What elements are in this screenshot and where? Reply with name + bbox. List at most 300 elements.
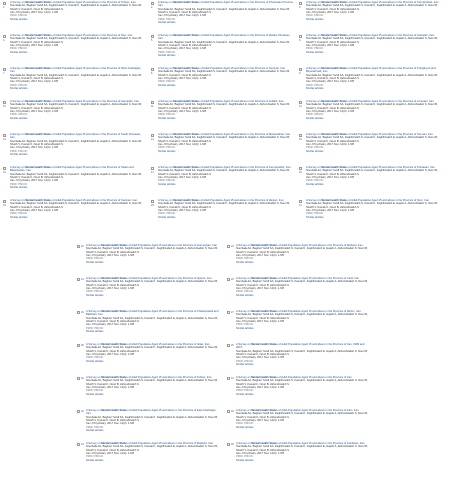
select-checkbox[interactable]: [3, 2, 6, 5]
result-item: [225, 244, 375, 274]
similar-articles-link[interactable]: Similar articles: [10, 87, 28, 91]
result-ids: PMID: PMCID:: [306, 212, 324, 216]
result-item: [3, 67, 151, 97]
result-item: [225, 310, 375, 340]
result-citation: Iran J Psychiatry. 2017 Nov; 12(4): 1-5/8: [306, 110, 355, 114]
result-item: [151, 67, 299, 97]
result-ids: PMID: PMCID:: [158, 50, 176, 54]
similar-articles-link[interactable]: Similar articles: [10, 17, 28, 21]
result-authors: Noorbala AA, Bagheri Yazdi SA, Faghihzadeh S, Kamali K, Faghihzadeh E, Hajebi A, Akhondzadeh S, Nouri B, Sharifi V, Kamali K, Nouri B, Akhondzadeh S: [236, 445, 368, 452]
result-authors: Noorbala AA, Bagheri Yazdi SA, Faghihzadeh S, Kamali K, Faghihzadeh E, Hajebi A, Akhondzadeh S, Nouri B, Sharifi V, Kamali K, Nouri B, Akhondzadeh S: [86, 415, 218, 423]
similar-articles-link[interactable]: Similar articles: [236, 260, 254, 264]
title-place: Qazvin, Iran.: [197, 277, 213, 280]
result-number: 11.: [151, 105, 155, 108]
result-item: [3, 166, 151, 196]
result-number: 24.: [81, 278, 85, 281]
title-highlight: Mental Health Status: [101, 343, 128, 346]
select-checkbox[interactable]: [151, 200, 154, 203]
result-citation: Iran J Psychiatry. 2017 Nov; 12(4): 1-5/8: [158, 14, 207, 18]
result-ids: PMID: PMCID:: [306, 14, 324, 18]
similar-articles-link[interactable]: Similar articles: [236, 392, 254, 396]
title-prefix: A Survey on: [86, 376, 102, 379]
title-suffix: of Adult Population Aged 15 and above in the Province of: [52, 1, 121, 4]
result-number: 6.: [299, 39, 301, 42]
result-ids: PMID: PMCID:: [10, 212, 28, 216]
result-number: 32.: [81, 410, 85, 413]
result-title-link[interactable]: [306, 67, 443, 74]
result-item: [299, 133, 447, 163]
select-checkbox[interactable]: [77, 410, 80, 413]
result-citation: Iran J Psychiatry. 2017 Nov; 12(4): 1-5/8: [86, 353, 135, 357]
select-checkbox[interactable]: [299, 35, 302, 38]
result-ids: PMID: PMCID:: [10, 149, 28, 153]
result-authors: Noorbala AA, Bagheri Yazdi SA, Faghihzadeh S, Kamali K, Faghihzadeh E, Hajebi A, Akhondzadeh S, Nouri B, Sharifi V, Kamali K, Nouri B, Akhondzadeh S: [306, 103, 438, 110]
select-checkbox[interactable]: [3, 68, 6, 71]
title-place: Markazi, Iran.: [347, 244, 364, 247]
title-highlight: Mental Health Status: [101, 310, 128, 313]
result-number: 14.: [151, 138, 155, 141]
title-prefix: A Survey on: [236, 343, 252, 346]
result-ids: PMID: PMCID:: [236, 455, 254, 459]
title-highlight: Mental Health Status: [251, 442, 278, 445]
similar-articles-link[interactable]: Similar articles: [158, 54, 176, 58]
similar-articles-link[interactable]: Similar articles: [236, 425, 254, 429]
similar-articles-link[interactable]: Similar articles: [306, 17, 324, 21]
select-checkbox[interactable]: [77, 443, 80, 446]
title-suffix: of Adult Population Aged 15 and above in the Province of: [278, 244, 348, 247]
title-highlight: Mental Health Status: [321, 199, 348, 202]
result-item: [151, 166, 299, 196]
result-ids: PMID: PMCID:: [306, 179, 324, 183]
select-checkbox[interactable]: [151, 134, 154, 137]
select-checkbox[interactable]: [3, 167, 6, 170]
result-ids: PMID: PMCID:: [236, 422, 254, 426]
result-ids: PMID: PMCID:: [306, 47, 324, 51]
result-ids: PMID: PMCID:: [236, 389, 254, 393]
result-title-link[interactable]: [10, 67, 147, 74]
title-prefix: A Survey on: [86, 343, 102, 346]
title-highlight: Mental Health Status: [25, 100, 52, 103]
result-number: 3.: [299, 6, 301, 9]
result-authors: Noorbala AA, Bagheri Yazdi SA, Faghihzadeh S, Kamali K, Faghihzadeh E, Hajebi A, Akhondzadeh S, Nouri B, Sharifi V, Kamali K, Nouri B, Akhondzadeh S: [236, 379, 368, 386]
title-prefix: A Survey on: [306, 166, 322, 169]
title-prefix: A Survey on: [236, 310, 252, 313]
result-ids: PMID: PMCID:: [10, 113, 28, 117]
similar-articles-link[interactable]: Similar articles: [86, 392, 104, 396]
title-prefix: A Survey on: [158, 133, 174, 136]
result-title-link[interactable]: [158, 34, 295, 41]
result-number: 12.: [299, 105, 303, 108]
title-suffix: of Adult Population Aged 15 and above in the Province of: [128, 277, 198, 280]
result-citation: Iran J Psychiatry. 2017 Nov; 12(4): 1-5/8: [306, 11, 355, 15]
result-citation: Iran J Psychiatry. 2017 Nov; 12(4): 1-5/8: [306, 80, 355, 84]
title-suffix: of Adult Population Aged 15 and above in the Province of: [278, 409, 348, 412]
result-citation: Iran J Psychiatry. 2017 Nov; 12(4): 1-5/8: [306, 44, 355, 48]
title-prefix: A Survey on: [10, 34, 26, 37]
result-authors: Noorbala AA, Bagheri Yazdi SA, Faghihzadeh S, Kamali K, Faghihzadeh E, Hajebi A, Akhondzadeh S, Nouri B, Sharifi V, Kamali K, Nouri B, Akhondzadeh S: [10, 4, 142, 11]
title-prefix: A Survey on: [86, 409, 102, 412]
title-prefix: A Survey on: [86, 310, 102, 313]
result-authors: Noorbala AA, Bagheri Yazdi SA, Faghihzadeh S, Kamali K, Faghihzadeh E, Hajebi A, Akhondzadeh S, Nouri B, Sharifi V, Kamali K, Nouri B, Akhondzadeh S: [158, 7, 290, 15]
title-highlight: Mental Health Status: [251, 277, 278, 280]
result-number: 35.: [231, 443, 235, 446]
result-ids: PMID: PMCID:: [10, 47, 28, 51]
result-number: 28.: [81, 344, 85, 347]
result-number: 4.: [3, 39, 5, 42]
similar-articles-link[interactable]: Similar articles: [236, 458, 254, 462]
result-title-link[interactable]: [10, 133, 147, 140]
title-highlight: Mental Health Status: [25, 34, 52, 37]
title-highlight: Mental Health Status: [173, 67, 200, 70]
select-checkbox[interactable]: [299, 101, 302, 104]
select-checkbox[interactable]: [151, 35, 154, 38]
title-highlight: Mental Health Status: [251, 310, 278, 313]
title-highlight: Mental Health Status: [173, 1, 200, 4]
result-authors: Noorbala AA, Bagheri Yazdi SA, Faghihzadeh S, Kamali K, Faghihzadeh E, Hajebi A, Akhondzadeh S, Nouri B, Sharifi V, Kamali K, Nouri B, Akhondzadeh S: [158, 202, 290, 209]
title-place: East Azarbaijan, Iran.: [86, 409, 217, 416]
select-checkbox[interactable]: [151, 68, 154, 71]
result-citation: Iran J Psychiatry. 2017 Nov; 12(4): 1-5/8: [236, 419, 285, 423]
title-place: Lorestan, Iran.: [417, 100, 435, 103]
similar-articles-link[interactable]: Similar articles: [158, 215, 176, 219]
similar-articles-link[interactable]: Similar articles: [10, 153, 28, 157]
title-suffix: of Adult Population Aged 15 and above in the Province of: [52, 133, 122, 136]
similar-articles-link[interactable]: Similar articles: [236, 293, 254, 297]
result-ids: PMID: PMCID:: [306, 146, 324, 150]
result-number: 13.: [3, 138, 7, 141]
result-item: [75, 376, 225, 406]
title-prefix: A Survey on: [236, 409, 252, 412]
result-item: [75, 277, 225, 307]
select-checkbox[interactable]: [227, 311, 230, 314]
select-checkbox[interactable]: [227, 443, 230, 446]
select-checkbox[interactable]: [151, 167, 154, 170]
title-highlight: Mental Health Status: [321, 133, 348, 136]
result-ids: PMID: PMCID:: [158, 113, 176, 117]
title-prefix: A Survey on: [158, 199, 174, 202]
title-place: Sistan and Baluchestan, Iran.: [10, 166, 134, 173]
title-place: Fars, Iran.: [347, 409, 360, 412]
result-citation: Iran J Psychiatry. 2017 Nov; 12(4): 1-5/8: [86, 254, 135, 258]
title-prefix: A Survey on: [158, 100, 174, 103]
title-place: Hamadan, Iran.: [121, 100, 140, 103]
select-checkbox[interactable]: [227, 377, 230, 380]
result-ids: PMID: PMCID:: [86, 389, 104, 393]
title-highlight: Mental Health Status: [101, 409, 128, 412]
result-citation: Iran J Psychiatry. 2017 Nov; 12(4): 1-5/8: [158, 77, 207, 81]
title-prefix: A Survey on: [158, 1, 174, 4]
select-checkbox[interactable]: [299, 167, 302, 170]
title-place: Ilam, Iran.: [121, 34, 133, 37]
title-highlight: Mental Health Status: [251, 409, 278, 412]
result-ids: PMID: PMCID:: [236, 359, 254, 363]
result-number: 5.: [151, 39, 153, 42]
title-suffix: of Adult Population Aged 15 and above in the Province of: [200, 67, 270, 70]
result-authors: Noorbala AA, Bagheri Yazdi SA, Faghihzadeh S, Kamali K, Faghihzadeh E, Hajebi A, Akhondzadeh S, Nouri B, Sharifi V, Kamali K, Nouri B, Akhondzadeh S: [158, 169, 290, 176]
title-place: Gilan, Iran.: [197, 343, 211, 346]
similar-articles-link[interactable]: Similar articles: [158, 116, 176, 120]
title-suffix: of Adult Population Aged 15 and above in the Province of: [128, 310, 198, 313]
title-place: Yazd, Iran.: [346, 277, 360, 280]
result-item: [151, 1, 299, 31]
title-prefix: A Survey on: [10, 166, 26, 169]
title-suffix: of Adult Population Aged 15 and above in the Province of: [128, 244, 198, 247]
title-suffix: of Adult Population Aged 15 and above in the Province of: [278, 442, 348, 445]
similar-articles-link[interactable]: Similar articles: [86, 359, 104, 363]
similar-articles-link[interactable]: Similar articles: [10, 50, 28, 54]
title-prefix: A Survey on: [10, 100, 26, 103]
result-title-link[interactable]: [236, 343, 371, 350]
result-ids: PMID: PMCID:: [306, 83, 324, 87]
select-checkbox[interactable]: [3, 200, 6, 203]
title-prefix: A Survey on: [10, 67, 26, 70]
result-item: [299, 166, 447, 196]
similar-articles-link[interactable]: Similar articles: [158, 149, 176, 153]
select-checkbox[interactable]: [299, 200, 302, 203]
title-suffix: of Adult Population Aged 15 and above in the Province of: [128, 409, 198, 412]
result-item: [151, 199, 299, 229]
select-checkbox[interactable]: [3, 101, 6, 104]
result-item: [299, 100, 447, 130]
title-place: Iran, 1999 and 2015.: [236, 343, 365, 350]
title-highlight: Mental Health Status: [101, 244, 128, 247]
title-highlight: Mental Health Status: [321, 1, 348, 4]
result-item: [299, 199, 447, 229]
result-citation: Iran J Psychiatry. 2017 Nov; 12(4): 1-5/8: [10, 179, 59, 183]
title-suffix: of Adult Population Aged 15 and above in the Province of: [348, 67, 418, 70]
select-checkbox[interactable]: [77, 377, 80, 380]
result-number: 8.: [151, 72, 153, 75]
similar-articles-link[interactable]: Similar articles: [86, 260, 104, 264]
title-place: Kohgiluyeh and Boyerahmad, Iran.: [306, 67, 436, 74]
result-title-link[interactable]: [10, 166, 147, 173]
result-authors: Noorbala AA, Bagheri Yazdi SA, Faghihzadeh S, Kamali K, Faghihzadeh E, Hajebi A, Akhondzadeh S, Nouri B, Sharifi V, Kamali K, Nouri B, Akhondzadeh S: [306, 37, 438, 44]
result-number: 21.: [299, 204, 303, 207]
title-suffix: of Adult Population Aged 15 and above in the Province of: [278, 343, 348, 346]
title-suffix: of Adult Population Aged 15 and above in the Province of: [200, 199, 270, 202]
title-highlight: Mental Health Status: [321, 100, 348, 103]
result-authors: Noorbala AA, Bagheri Yazdi SA, Faghihzadeh S, Kamali K, Faghihzadeh E, Hajebi A, Akhondzadeh S, Nouri B, Sharifi V, Kamali K, Nouri B, Akhondzadeh S: [158, 70, 290, 77]
result-ids: PMID: PMCID:: [86, 455, 104, 459]
result-citation: Iran J Psychiatry. 2017 Nov; 12(4): 1-5/8: [306, 143, 355, 147]
result-number: 22.: [81, 245, 85, 248]
result-authors: Noorbala AA, Bagheri Yazdi SA, Faghihzadeh S, Kamali K, Faghihzadeh E, Hajebi A, Akhondzadeh S, Nouri B, Sharifi V, Kamali K, Nouri B, Akhondzadeh S: [86, 280, 218, 287]
similar-articles-link[interactable]: Similar articles: [306, 215, 324, 219]
select-checkbox[interactable]: [77, 278, 80, 281]
result-ids: PMID: PMCID:: [158, 17, 176, 21]
title-place: Hormozgan, Iran.: [197, 244, 218, 247]
title-suffix: of Adult Population Aged 15 and above in the Province of: [128, 442, 198, 445]
title-prefix: A Survey on: [86, 277, 102, 280]
similar-articles-link[interactable]: Similar articles: [86, 293, 104, 297]
select-checkbox[interactable]: [151, 2, 154, 5]
title-suffix: of Adult Population Aged 15 and above in the Province of: [52, 34, 122, 37]
result-item: [299, 1, 447, 31]
title-place: Khorasan, Iran.: [417, 166, 436, 169]
result-number: 10.: [3, 105, 7, 108]
title-place: West Azarbaijan, Iran.: [10, 67, 142, 74]
select-checkbox[interactable]: [299, 134, 302, 137]
title-place: Alborz, Iran.: [346, 310, 362, 313]
result-authors: Noorbala AA, Bagheri Yazdi SA, Faghihzadeh S, Kamali K, Faghihzadeh E, Hajebi A, Akhondzadeh S, Nouri B, Sharifi V, Kamali K, Nouri B, Akhondzadeh S: [10, 103, 142, 110]
result-number: 20.: [151, 204, 155, 207]
select-checkbox[interactable]: [151, 101, 154, 104]
result-number: 16.: [3, 171, 7, 174]
result-authors: Noorbala AA, Bagheri Yazdi SA, Faghihzadeh S, Kamali K, Faghihzadeh E, Hajebi A, Akhondzadeh S, Nouri B, Sharifi V, Kamali K, Nouri B, Akhondzadeh S: [236, 349, 368, 357]
title-place: Razavi Khorasan, Iran.: [158, 34, 291, 41]
similar-articles-link[interactable]: Similar articles: [306, 149, 324, 153]
similar-articles-link[interactable]: Similar articles: [158, 182, 176, 186]
similar-articles-link[interactable]: Similar articles: [306, 50, 324, 54]
title-prefix: A Survey on: [236, 376, 252, 379]
results-grid-two-column: [75, 244, 375, 472]
result-authors: Noorbala AA, Bagheri Yazdi SA, Faghihzadeh S, Kamali K, Faghihzadeh E, Hajebi A, Akhondzadeh S, Nouri B, Sharifi V, Kamali K, Nouri B, Akhondzadeh S: [306, 169, 438, 176]
select-checkbox[interactable]: [77, 344, 80, 347]
title-place: Kerman, Iran.: [417, 133, 434, 136]
result-number: 18.: [299, 171, 303, 174]
result-item: [3, 1, 151, 31]
similar-articles-link[interactable]: Similar articles: [306, 182, 324, 186]
select-checkbox[interactable]: [77, 245, 80, 248]
result-number: 19.: [3, 204, 7, 207]
title-prefix: A Survey on: [158, 166, 174, 169]
title-prefix: A Survey on: [158, 67, 174, 70]
title-place: Kermanshah, Iran.: [269, 166, 292, 169]
title-suffix: of Adult Population Aged 15 and above in the Province of: [278, 310, 347, 313]
result-title-link[interactable]: [86, 310, 221, 317]
title-highlight: Mental Health Status: [173, 100, 200, 103]
title-suffix: of Adult Population Aged 15 and above in the Province of: [52, 166, 122, 169]
result-citation: Iran J Psychiatry. 2017 Nov; 12(4): 1-5/8: [158, 47, 207, 51]
result-authors: Noorbala AA, Bagheri Yazdi SA, Faghihzadeh S, Kamali K, Faghihzadeh E, Hajebi A, Akhondzadeh S, Nouri B, Sharifi V, Kamali K, Nouri B, Akhondzadeh S: [86, 346, 218, 353]
select-checkbox[interactable]: [299, 2, 302, 5]
result-authors: Noorbala AA, Bagheri Yazdi SA, Faghihzadeh S, Kamali K, Faghihzadeh E, Hajebi A, Akhondzadeh S, Nouri B, Sharifi V, Kamali K, Nouri B, Akhondzadeh S: [10, 139, 142, 147]
similar-articles-link[interactable]: Similar articles: [10, 116, 28, 120]
results-grid-three-column: [3, 1, 447, 229]
result-authors: Noorbala AA, Bagheri Yazdi SA, Faghihzadeh S, Kamali K, Faghihzadeh E, Hajebi A, Akhondzadeh S, Nouri B, Sharifi V, Kamali K, Nouri B, Akhondzadeh S: [158, 136, 290, 143]
title-highlight: Mental Health Status: [25, 67, 52, 70]
result-title-link[interactable]: [158, 1, 295, 8]
result-item: [75, 343, 225, 373]
result-number: 2.: [151, 6, 153, 9]
result-title-link[interactable]: [86, 409, 221, 416]
similar-articles-link[interactable]: Similar articles: [306, 87, 324, 91]
title-highlight: Mental Health Status: [173, 133, 200, 136]
result-number: 9.: [299, 72, 301, 75]
similar-articles-link[interactable]: Similar articles: [10, 186, 28, 190]
result-citation: Iran J Psychiatry. 2017 Nov; 12(4): 1-5/8: [236, 356, 285, 360]
similar-articles-link[interactable]: Similar articles: [10, 215, 28, 219]
title-suffix: of Adult Population Aged 15 and above in the Province of: [52, 100, 122, 103]
title-prefix: A Survey on: [10, 199, 26, 202]
result-citation: Iran J Psychiatry. 2017 Nov; 12(4): 1-5/8: [86, 386, 135, 390]
title-suffix: of Adult Population Aged 15 and above in the Province of: [278, 376, 348, 379]
result-number: 25.: [231, 278, 235, 281]
select-checkbox[interactable]: [3, 35, 6, 38]
result-citation: Iran J Psychiatry. 2017 Nov; 12(4): 1-5/8: [306, 176, 355, 180]
result-citation: Iran J Psychiatry. 2017 Nov; 12(4): 1-5/8: [236, 386, 285, 390]
similar-articles-link[interactable]: Similar articles: [236, 363, 254, 367]
result-authors: Noorbala AA, Bagheri Yazdi SA, Faghihzadeh S, Kamali K, Faghihzadeh E, Hajebi A, Akhondzadeh S, Nouri B, Sharifi V, Kamali K, Nouri B, Akhondzadeh S: [306, 202, 438, 209]
result-citation: Iran J Psychiatry. 2017 Nov; 12(4): 1-5/8: [10, 80, 59, 84]
result-item: [75, 310, 225, 340]
result-item: [75, 442, 225, 472]
select-checkbox[interactable]: [227, 278, 230, 281]
title-place: South Khorasan, Iran.: [10, 133, 142, 140]
result-item: [225, 277, 375, 307]
title-suffix: of Adult Population Aged 15 and above in the Province of: [128, 376, 197, 379]
similar-articles-link[interactable]: Similar articles: [158, 83, 176, 87]
result-authors: Noorbala AA, Bagheri Yazdi SA, Faghihzadeh S, Kamali K, Faghihzadeh E, Hajebi A, Akhondzadeh S, Nouri B, Sharifi V, Kamali K, Nouri B, Akhondzadeh S: [10, 73, 142, 81]
title-highlight: Mental Health Status: [251, 244, 278, 247]
result-number: 1.: [3, 6, 5, 9]
title-highlight: Mental Health Status: [25, 199, 52, 202]
title-highlight: Mental Health Status: [173, 166, 200, 169]
similar-articles-link[interactable]: Similar articles: [86, 330, 104, 334]
result-authors: Noorbala AA, Bagheri Yazdi SA, Faghihzadeh S, Kamali K, Faghihzadeh E, Hajebi A, Akhondzadeh S, Nouri B, Sharifi V, Kamali K, Nouri B, Akhondzadeh S: [236, 412, 368, 419]
title-place: Golestan, Iran.: [417, 34, 435, 37]
result-ids: PMID: PMCID:: [306, 113, 324, 117]
select-checkbox[interactable]: [227, 245, 230, 248]
title-prefix: A Survey on: [10, 133, 26, 136]
similar-articles-link[interactable]: Similar articles: [86, 429, 104, 433]
result-citation: Iran J Psychiatry. 2017 Nov; 12(4): 1-5/8: [86, 422, 135, 426]
result-number: 30.: [81, 377, 85, 380]
title-suffix: of Adult Population Aged 15 and above in the Province of: [348, 1, 418, 4]
title-place: Khuzestan Province, Iran.: [158, 1, 294, 8]
select-checkbox[interactable]: [227, 410, 230, 413]
title-highlight: Mental Health Status: [321, 166, 348, 169]
title-suffix: of Adult Population Aged 15 and above in the Province of: [128, 343, 198, 346]
similar-articles-link[interactable]: Similar articles: [306, 116, 324, 120]
result-citation: Iran J Psychiatry. 2017 Nov; 12(4): 1-5/8: [86, 452, 135, 456]
title-prefix: A Survey on: [306, 199, 322, 202]
select-checkbox[interactable]: [299, 68, 302, 71]
title-place: Semnan, Iran.: [269, 67, 286, 70]
title-prefix: A Survey on: [86, 244, 102, 247]
result-number: 34.: [81, 443, 85, 446]
result-authors: Noorbala AA, Bagheri Yazdi SA, Faghihzadeh S, Kamali K, Faghihzadeh E, Hajebi A, Akhondzadeh S, Nouri B, Sharifi V, Kamali K, Nouri B, Akhondzadeh S: [306, 136, 438, 143]
select-checkbox[interactable]: [3, 134, 6, 137]
select-checkbox[interactable]: [77, 311, 80, 314]
title-highlight: Mental Health Status: [251, 343, 278, 346]
result-authors: Noorbala AA, Bagheri Yazdi SA, Faghihzadeh S, Kamali K, Faghihzadeh E, Hajebi A, Akhondzadeh S, Nouri B, Sharifi V, Kamali K, Nouri B, Akhondzadeh S: [306, 4, 438, 11]
title-highlight: Mental Health Status: [173, 34, 200, 37]
result-number: 7.: [3, 72, 5, 75]
title-highlight: Mental Health Status: [251, 376, 278, 379]
result-citation: Iran J Psychiatry. 2017 Nov; 12(4): 1-5/8: [158, 209, 207, 213]
result-ids: PMID: PMCID:: [158, 179, 176, 183]
similar-articles-link[interactable]: Similar articles: [158, 21, 176, 25]
select-checkbox[interactable]: [227, 344, 230, 347]
result-citation: Iran J Psychiatry. 2017 Nov; 12(4): 1-5/8: [236, 254, 285, 258]
result-citation: Iran J Psychiatry. 2017 Nov; 12(4): 1-5/8: [10, 44, 59, 48]
result-item: [151, 34, 299, 64]
title-place: Zanjan, Iran.: [269, 199, 285, 202]
result-number: 29.: [231, 344, 235, 347]
title-suffix: of Adult Population Aged 15 and above in the Province of: [348, 34, 418, 37]
title-suffix: of Adult Population Aged 15 and above in the Province of: [348, 166, 418, 169]
title-prefix: A Survey on: [306, 34, 322, 37]
title-highlight: Mental Health Status: [321, 67, 348, 70]
similar-articles-link[interactable]: Similar articles: [236, 326, 254, 330]
similar-articles-link[interactable]: Similar articles: [86, 458, 104, 462]
result-citation: Iran J Psychiatry. 2017 Nov; 12(4): 1-5/8: [236, 287, 285, 291]
result-authors: Noorbala AA, Bagheri Yazdi SA, Faghihzadeh S, Kamali K, Faghihzadeh E, Hajebi A, Akhondzadeh S, Nouri B, Sharifi V, Kamali K, Nouri B, Akhondzadeh S: [158, 103, 290, 110]
title-highlight: Mental Health Status: [101, 277, 128, 280]
title-prefix: A Survey on: [10, 1, 26, 4]
title-prefix: A Survey on: [86, 442, 102, 445]
